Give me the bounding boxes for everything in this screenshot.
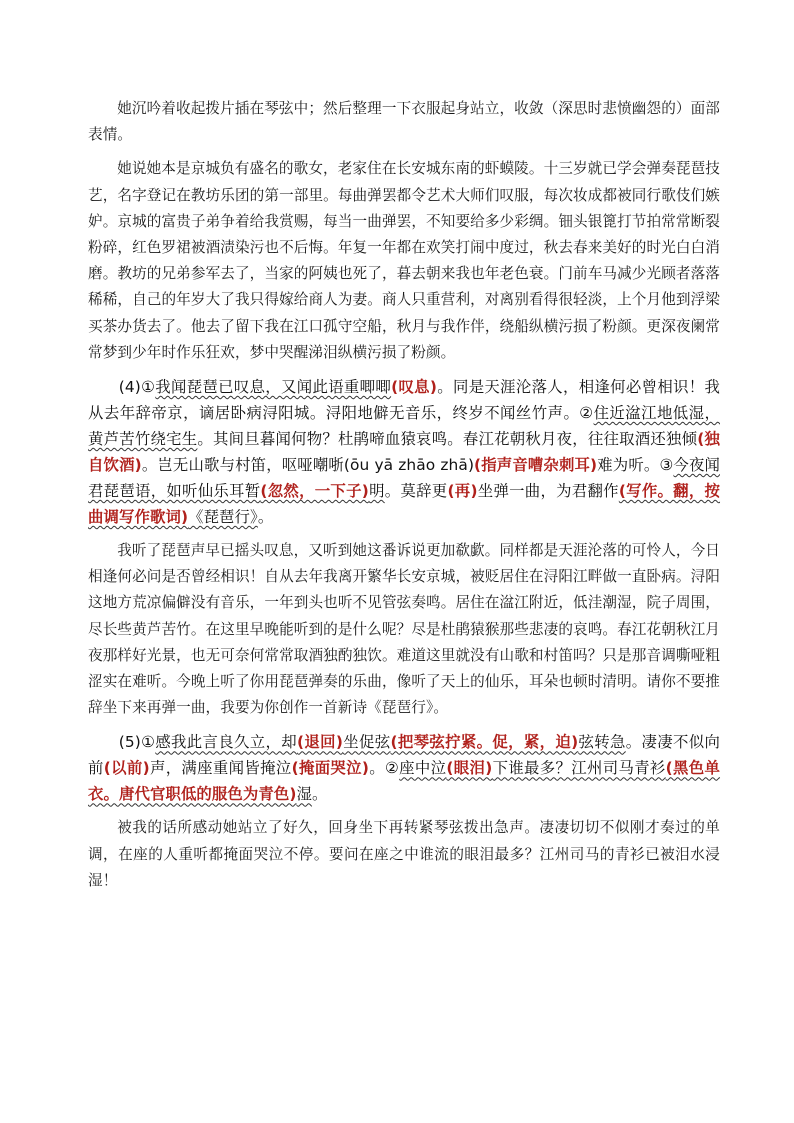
text-segment: 。其间旦暮闻何物？杜鹃啼血猿哀鸣。春江花朝秋月夜，往往取酒还独倾: [197, 430, 698, 449]
text-segment: 湿: [296, 785, 313, 804]
text-segment: 她沉吟着收起拨片插在琴弦中；然后整理一下衣服起身站立，收敛（深思时悲愤幽怨的）面部表情。: [88, 100, 720, 144]
text-segment: 。岂无山歌与村笛，呕哑嘲哳(ōu yā zhāo zhā): [141, 456, 475, 475]
annotation-text: (以前): [103, 759, 150, 778]
text-segment: 。: [257, 508, 274, 527]
text-segment: 。凄凄不似向前: [88, 733, 720, 778]
annotation-text: (掩面哭泣): [291, 759, 370, 778]
text-segment: 她说她本是京城负有盛名的歌女，老家住在长安城东南的虾蟆陵。十三岁就已学会弹奏琵琶技艺，名字登记在教坊乐团的第一部里。每曲弹罢都令艺术大师们叹服，每次妆成都被同行歌伎们嫉妒。京城的富贵子弟争着给我赏赐，每当一曲弹罢，不知要给多少彩绸。钿头银篦打节拍常常断裂粉碎，红色罗裙被酒渍染污也不后悔。年复一年都在欢笑打闹中度过，秋去春来美好的时光白白消磨。教坊的兄弟参军去了，当家的阿姨也死了，暮去朝来我也年老色衰。门前车马减少光顾者落落稀稀，自己的年岁大了我只得嫁给商人为妻。商人只重营利，对离别看得很轻淡，上个月他到浮梁买茶办货去了。他去了留下我在江口孤守空船，秋月与我作伴，绕船纵横污损了粉颜。更深夜阑常常梦到少年时作乐狂欢，梦中哭醒涕泪纵横污损了粉颜。: [88, 160, 720, 361]
translation-paragraph: [88, 815, 720, 894]
text-segment: 难为听。③: [597, 456, 674, 475]
annotation-text: (叹息): [391, 378, 438, 397]
text-segment: 。同是天涯沦落人，相逢何必曾相识！我从去年辞帝京，谪居卧病浔阳城。浔阳地僻无音乐，终岁不闻丝竹声。②: [88, 378, 721, 423]
text-segment: 明: [368, 482, 385, 501]
translation-paragraph: [88, 538, 720, 721]
annotation-text: (再): [447, 482, 478, 501]
annotation-text: (退回): [297, 733, 344, 752]
document-body: [88, 96, 720, 902]
annotation-text: (指声音嘈杂刺耳): [474, 456, 598, 475]
translation-paragraph: [88, 96, 720, 148]
text-segment: 坐促弦: [343, 733, 391, 752]
translation-paragraph: [88, 156, 720, 366]
text-segment: 我听了琵琶声早已摇头叹息，又听到她这番诉说更加欷歔。同样都是天涯沦落的可怜人，今日相逢何必问是否曾经相识！自从去年我离开繁华长安京城，被贬居住在浔阳江畔做一直卧病。浔阳这地方荒凉偏僻没有音乐，一年到头也听不见管弦奏鸣。居住在湓江附近，低洼潮湿，院子周围，尽长些黄芦苦竹。在这里早晚能听到的是什么呢？尽是杜鹃猿猴那些悲凄的哀鸣。春江花朝秋江月夜那样好光景，也无可奈何常常取酒独酌独饮。难道这里就没有山歌和村笛吗？只是那音调嘶哑粗涩实在难听。今晚上听了你用琵琶弹奏的乐曲，像听了天上的仙乐，耳朵也顿时清明。请你不要推辞坐下来再弹一曲，我要为你创作一首新诗《琵琶行》。: [88, 542, 720, 717]
text-segment: (4)①: [118, 378, 156, 397]
text-segment: (5)①: [118, 733, 156, 752]
annotation-text: (把琴弦拧紧。促，紧，迫): [390, 733, 579, 752]
text-segment: 座中泣: [399, 759, 447, 778]
text-segment: 坐弹一曲，为君翻作: [477, 482, 619, 501]
annotation-text: (独自饮酒): [88, 430, 721, 475]
text-segment: 感我此言良久立，却: [155, 733, 298, 752]
text-segment: 被我的话所感动她站立了好久，回身坐下再转紧琴弦拨出急声。凄凄切切不似刚才奏过的单调，在座的人重听都掩面哭泣不停。要问在座之中谁流的眼泪最多？江州司马的青衫已被泪水浸湿！: [88, 819, 720, 889]
text-segment: 《琵琶行》: [188, 508, 258, 527]
text-segment: 。莫辞更: [384, 482, 448, 501]
poem-paragraph: [88, 374, 720, 530]
text-segment: 住近湓江地低湿，黄芦苦竹绕宅生: [88, 404, 720, 449]
text-segment: 。: [312, 785, 328, 804]
text-segment: 今夜闻君琵琶语，如听仙乐耳暂: [88, 456, 720, 501]
text-segment: 下谁最多？江州司马青衫: [492, 759, 666, 778]
annotation-text: (写作。翻，按曲调写作歌词): [88, 482, 721, 527]
annotation-text: (眼泪): [446, 759, 493, 778]
text-segment: 我闻琵琶已叹息，又闻此语重唧唧: [155, 378, 392, 397]
text-segment: 声，满座重闻皆掩泣: [149, 759, 292, 778]
annotation-text: (黑色单衣。唐代官职低的服色为青色): [88, 759, 721, 804]
poem-paragraph: [88, 729, 720, 807]
text-segment: 弦转急: [578, 733, 626, 752]
text-segment: 。②: [369, 759, 400, 778]
annotation-text: (忽然，一下子): [260, 482, 369, 501]
